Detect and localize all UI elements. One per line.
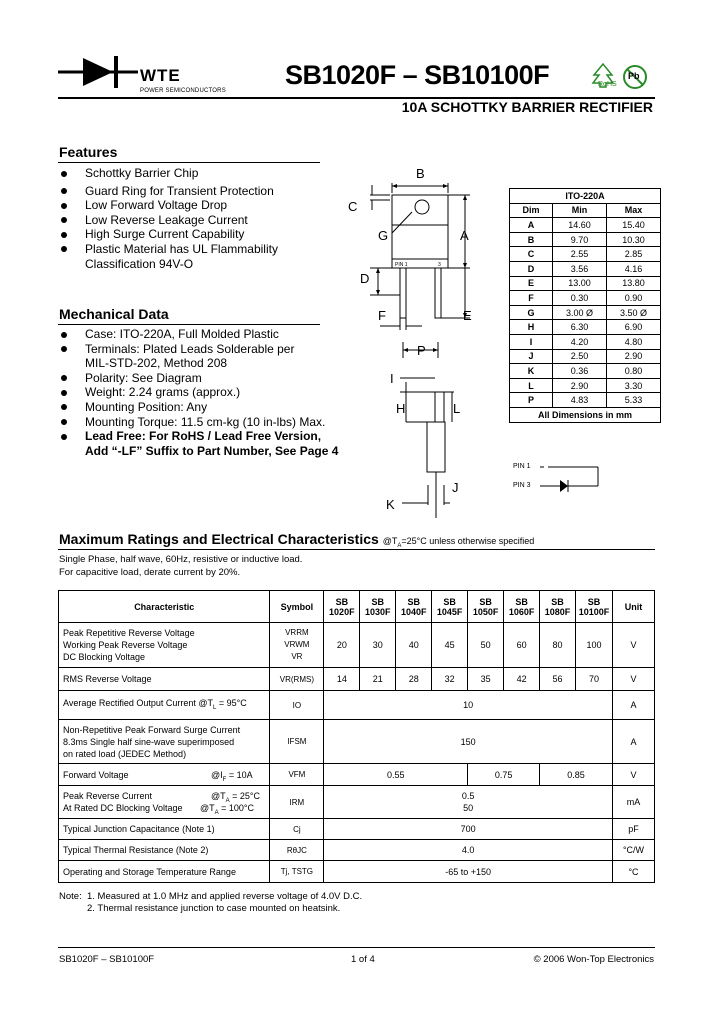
pin1-label: PIN 1	[395, 262, 408, 268]
part-number: 1040F	[400, 606, 427, 617]
dim-label-g: G	[378, 228, 389, 243]
char-line: Peak Repetitive Reverse Voltage	[63, 628, 195, 638]
symbol-cell: RθJC	[270, 840, 324, 861]
dim-cell: D	[510, 261, 553, 276]
char-cell	[59, 764, 270, 786]
value-line: 0.5	[461, 791, 475, 801]
table-row	[510, 261, 661, 276]
char-cell: Typical Thermal Resistance (Note 2)	[59, 840, 270, 861]
table-row	[510, 334, 661, 349]
cond-text: @T	[200, 803, 215, 813]
package-name: ITO-220A	[510, 189, 661, 204]
pb-label: Pb	[628, 71, 640, 81]
max-cell: 10.30	[607, 232, 661, 247]
char-cell	[59, 691, 270, 720]
dim-label-f: F	[378, 308, 386, 323]
list-item: Lead Free: For RoHS / Lead Free Version,	[59, 429, 338, 444]
table-row	[510, 305, 661, 320]
part-col-header	[468, 591, 504, 623]
symbol-cell: IO	[270, 691, 324, 720]
notes-label: Note:	[59, 891, 82, 902]
ratings-table	[58, 590, 655, 883]
dim-label-l: L	[453, 401, 461, 416]
list-item: Guard Ring for Transient Protection	[59, 184, 278, 199]
cond-text: = 10A	[226, 769, 253, 780]
part-prefix: SB	[335, 596, 349, 607]
min-cell: 0.30	[553, 291, 607, 306]
unit-cell: °C	[612, 861, 654, 883]
dim-label-c: C	[348, 199, 358, 214]
table-row	[59, 623, 655, 668]
value-cell: -65 to +150	[324, 861, 613, 883]
list-item: Mounting Torque: 11.5 cm-kg (10 in-lbs) Max.	[59, 415, 338, 430]
footer-left: SB1020F – SB10100F	[59, 954, 155, 965]
char-line: Peak Reverse Current	[63, 791, 153, 801]
dim-label-a: A	[460, 228, 469, 243]
condition-sub: A	[397, 542, 402, 549]
part-range-title: SB1020F – SB10100F	[285, 60, 550, 90]
dim-cell: J	[510, 349, 553, 364]
value-cell: 0.85	[540, 764, 613, 786]
value-cell: 35	[468, 668, 504, 691]
dim-label-k: K	[386, 497, 395, 512]
dim-label-e: E	[463, 308, 472, 323]
part-number: 10100F	[578, 606, 610, 617]
min-cell: 3.56	[553, 261, 607, 276]
max-cell: 3.50 Ø	[607, 305, 661, 320]
dim-cell: I	[510, 334, 553, 349]
cond-text: = 25°C	[229, 791, 261, 801]
symbol-cell: VR(RMS)	[270, 668, 324, 691]
brand-subtitle: POWER SEMICONDUCTORS	[140, 88, 226, 94]
value-cell: 0.75	[468, 764, 540, 786]
dim-cell: G	[510, 305, 553, 320]
part-prefix: SB	[551, 596, 564, 607]
footer-copyright: © 2006 Won-Top Electronics	[533, 954, 654, 965]
min-cell: 4.20	[553, 334, 607, 349]
pin1-legend: PIN 1	[513, 463, 531, 470]
table-row	[510, 364, 661, 379]
list-item: High Surge Current Capability	[59, 227, 278, 242]
part-number: 1050F	[472, 606, 499, 617]
cond-text: @I	[211, 769, 223, 780]
value-cell: 56	[540, 668, 576, 691]
value-cell: 28	[396, 668, 432, 691]
table-row	[510, 349, 661, 364]
brand-name: WTE	[140, 66, 181, 85]
part-col-header	[576, 591, 613, 623]
max-cell: 4.16	[607, 261, 661, 276]
cond-text: = 100°C	[218, 803, 255, 813]
list-item: Weight: 2.24 grams (approx.)	[59, 385, 338, 400]
table-row	[59, 668, 655, 691]
unit-cell: V	[612, 668, 654, 691]
max-cell: 2.90	[607, 349, 661, 364]
part-prefix: SB	[443, 596, 456, 607]
features-list	[59, 166, 278, 271]
dim-cell: H	[510, 320, 553, 335]
unit-col-header: Unit	[612, 591, 654, 623]
char-line: Working Peak Reverse Voltage	[63, 640, 188, 650]
table-row	[59, 591, 655, 623]
char-text: = 95°C	[216, 697, 247, 708]
table-row	[510, 247, 661, 262]
min-cell: 6.30	[553, 320, 607, 335]
note-2: 2. Thermal resistance junction to case mounted on heatsink.	[87, 903, 341, 914]
dim-cell: E	[510, 276, 553, 291]
symbol-cell	[270, 623, 324, 668]
unit-cell: A	[612, 720, 654, 764]
table-row	[59, 720, 655, 764]
max-cell: 3.30	[607, 378, 661, 393]
max-col-header: Max	[607, 203, 661, 218]
table-row	[510, 320, 661, 335]
list-item: Terminals: Plated Leads Solderable per	[59, 342, 338, 357]
value-cell: 32	[432, 668, 468, 691]
part-prefix: SB	[479, 596, 492, 607]
char-text: Forward Voltage	[63, 769, 129, 780]
value-cell: 700	[324, 819, 613, 840]
list-item: Plastic Material has UL Flammability	[59, 242, 278, 257]
min-cell: 2.55	[553, 247, 607, 262]
max-cell: 0.80	[607, 364, 661, 379]
char-line: At Rated DC Blocking Voltage	[63, 803, 183, 813]
dim-col-header: Dim	[510, 203, 553, 218]
table-row	[510, 378, 661, 393]
value-cell: 40	[396, 623, 432, 668]
max-cell: 4.80	[607, 334, 661, 349]
features-heading: Features	[59, 144, 118, 160]
dim-label-i: I	[390, 371, 394, 386]
table-row	[510, 276, 661, 291]
list-item: Case: ITO-220A, Full Molded Plastic	[59, 327, 338, 342]
table-row	[59, 764, 655, 786]
value-cell: 60	[504, 623, 540, 668]
part-subtitle: 10A SCHOTTKY BARRIER RECTIFIER	[401, 99, 653, 115]
note-1: 1. Measured at 1.0 MHz and applied reverse voltage of 4.0V D.C.	[87, 891, 363, 902]
char-cell: Typical Junction Capacitance (Note 1)	[59, 819, 270, 840]
list-item: MIL-STD-202, Method 208	[85, 356, 228, 371]
dim-cell: A	[510, 218, 553, 233]
char-col-header: Characteristic	[59, 591, 270, 623]
table-row	[510, 393, 661, 408]
dim-label-h: H	[396, 401, 406, 416]
dimensions-footer: All Dimensions in mm	[510, 407, 661, 422]
part-number: 1045F	[436, 606, 463, 617]
value-cell: 0.55	[324, 764, 468, 786]
ratings-heading	[59, 531, 534, 549]
dim-label-b: B	[416, 166, 425, 181]
value-cell: 45	[432, 623, 468, 668]
part-number: 1060F	[508, 606, 535, 617]
value-cell: 50	[468, 623, 504, 668]
symbol-cell: Tj, TSTG	[270, 861, 324, 883]
pin-schematic-diagram	[538, 458, 608, 498]
min-cell: 13.00	[553, 276, 607, 291]
part-prefix: SB	[587, 596, 601, 607]
value-cell: 14	[324, 668, 360, 691]
min-cell: 0.36	[553, 364, 607, 379]
list-item: Polarity: See Diagram	[59, 371, 338, 386]
char-sub: L	[213, 704, 217, 711]
part-col-header	[504, 591, 540, 623]
ratings-condition	[382, 536, 535, 549]
value-cell: 10	[324, 691, 613, 720]
cond-sub: A	[214, 809, 219, 816]
char-line: on rated load (JEDEC Method)	[63, 748, 187, 759]
table-row	[510, 218, 661, 233]
list-item: Mounting Position: Any	[59, 400, 338, 415]
table-row	[59, 786, 655, 819]
symbol-cell: VFM	[270, 764, 324, 786]
symbol-line: VRRM	[285, 628, 309, 637]
ratings-line1: Single Phase, half wave, 60Hz, resistive or inductive load.	[59, 554, 303, 565]
value-cell: 20	[324, 623, 360, 668]
pin3-label: 3	[438, 262, 441, 268]
char-cell	[59, 786, 270, 819]
table-row	[510, 232, 661, 247]
char-cell	[59, 720, 270, 764]
pin3-legend: PIN 3	[513, 482, 531, 489]
part-prefix: SB	[407, 596, 420, 607]
char-line: Non-Repetitive Peak Forward Surge Current	[63, 724, 241, 735]
max-cell: 0.90	[607, 291, 661, 306]
value-cell	[324, 786, 613, 819]
dim-cell: P	[510, 393, 553, 408]
rohs-label: RoHS	[598, 81, 617, 88]
footer-rule	[58, 947, 655, 948]
value-cell: 70	[576, 668, 613, 691]
min-cell: 14.60	[553, 218, 607, 233]
min-cell: 9.70	[553, 232, 607, 247]
part-col-header	[432, 591, 468, 623]
dim-label-j: J	[452, 480, 459, 495]
mechanical-heading: Mechanical Data	[59, 306, 169, 322]
part-number: 1080F	[544, 606, 571, 617]
part-number: 1020F	[329, 606, 355, 617]
char-cell	[59, 623, 270, 668]
char-line: DC Blocking Voltage	[63, 652, 146, 662]
min-cell: 2.50	[553, 349, 607, 364]
part-number: 1030F	[365, 606, 391, 617]
part-col-header	[360, 591, 396, 623]
table-row	[510, 291, 661, 306]
max-cell: 15.40	[607, 218, 661, 233]
symbol-line: VRWM	[284, 640, 310, 649]
value-cell: 30	[360, 623, 396, 668]
unit-cell: V	[612, 623, 654, 668]
char-cell: Operating and Storage Temperature Range	[59, 861, 270, 883]
min-cell: 4.83	[553, 393, 607, 408]
min-col-header: Min	[553, 203, 607, 218]
condition-rest: =25°C unless otherwise specified	[401, 536, 535, 546]
unit-cell: °C/W	[612, 840, 654, 861]
part-col-header	[540, 591, 576, 623]
unit-cell: pF	[612, 819, 654, 840]
list-item: Low Forward Voltage Drop	[59, 198, 278, 213]
table-row	[59, 861, 655, 883]
table-row	[59, 819, 655, 840]
value-cell: 4.0	[324, 840, 613, 861]
mechanical-list	[59, 327, 338, 458]
condition-prefix: @T	[382, 536, 398, 546]
table-row	[59, 691, 655, 720]
dim-cell: F	[510, 291, 553, 306]
ratings-rule	[58, 549, 655, 550]
symbol-cell: Cj	[270, 819, 324, 840]
ratings-title: Maximum Ratings and Electrical Characteristics	[59, 531, 379, 547]
dim-cell: C	[510, 247, 553, 262]
char-condition	[200, 802, 254, 819]
value-line: 50	[463, 803, 474, 813]
part-col-header	[396, 591, 432, 623]
symbol-cell: IFSM	[270, 720, 324, 764]
max-cell: 6.90	[607, 320, 661, 335]
char-condition	[211, 769, 253, 786]
list-item: Classification 94V-O	[85, 256, 194, 271]
symbol-col-header: Symbol	[270, 591, 324, 623]
unit-cell: A	[612, 691, 654, 720]
max-cell: 2.85	[607, 247, 661, 262]
dim-cell: K	[510, 364, 553, 379]
symbol-cell: IRM	[270, 786, 324, 819]
part-col-header	[324, 591, 360, 623]
list-item: Low Reverse Leakage Current	[59, 213, 278, 228]
table-row	[59, 840, 655, 861]
part-prefix: SB	[515, 596, 528, 607]
cond-sub: F	[222, 776, 227, 783]
cond-text: @T	[211, 791, 226, 801]
dimensions-table	[509, 188, 661, 423]
value-cell: 100	[576, 623, 613, 668]
mechanical-rule	[58, 324, 320, 325]
max-cell: 13.80	[607, 276, 661, 291]
char-text: Average Rectified Output Current @T	[63, 697, 214, 708]
value-cell: 150	[324, 720, 613, 764]
page-number: 1 of 4	[351, 954, 375, 965]
value-cell: 80	[540, 623, 576, 668]
unit-cell: V	[612, 764, 654, 786]
min-cell: 3.00 Ø	[553, 305, 607, 320]
char-line: 8.3ms Single half sine-wave superimposed	[63, 736, 235, 747]
dim-cell: L	[510, 378, 553, 393]
symbol-line: VR	[291, 652, 303, 661]
part-prefix: SB	[371, 596, 385, 607]
ratings-line2: For capacitive load, derate current by 20%.	[59, 567, 241, 578]
dim-cell: B	[510, 232, 553, 247]
dim-label-p: P	[417, 343, 426, 358]
max-cell: 5.33	[607, 393, 661, 408]
cond-sub: A	[225, 797, 230, 804]
dim-label-d: D	[360, 271, 370, 286]
list-item: Add “-LF” Suffix to Part Number, See Page 4	[85, 443, 339, 458]
min-cell: 2.90	[553, 378, 607, 393]
value-cell: 42	[504, 668, 540, 691]
features-rule	[58, 162, 320, 163]
unit-cell: mA	[612, 786, 654, 819]
char-cell: RMS Reverse Voltage	[59, 668, 270, 691]
list-item: Schottky Barrier Chip	[59, 166, 278, 181]
value-cell: 21	[360, 668, 396, 691]
